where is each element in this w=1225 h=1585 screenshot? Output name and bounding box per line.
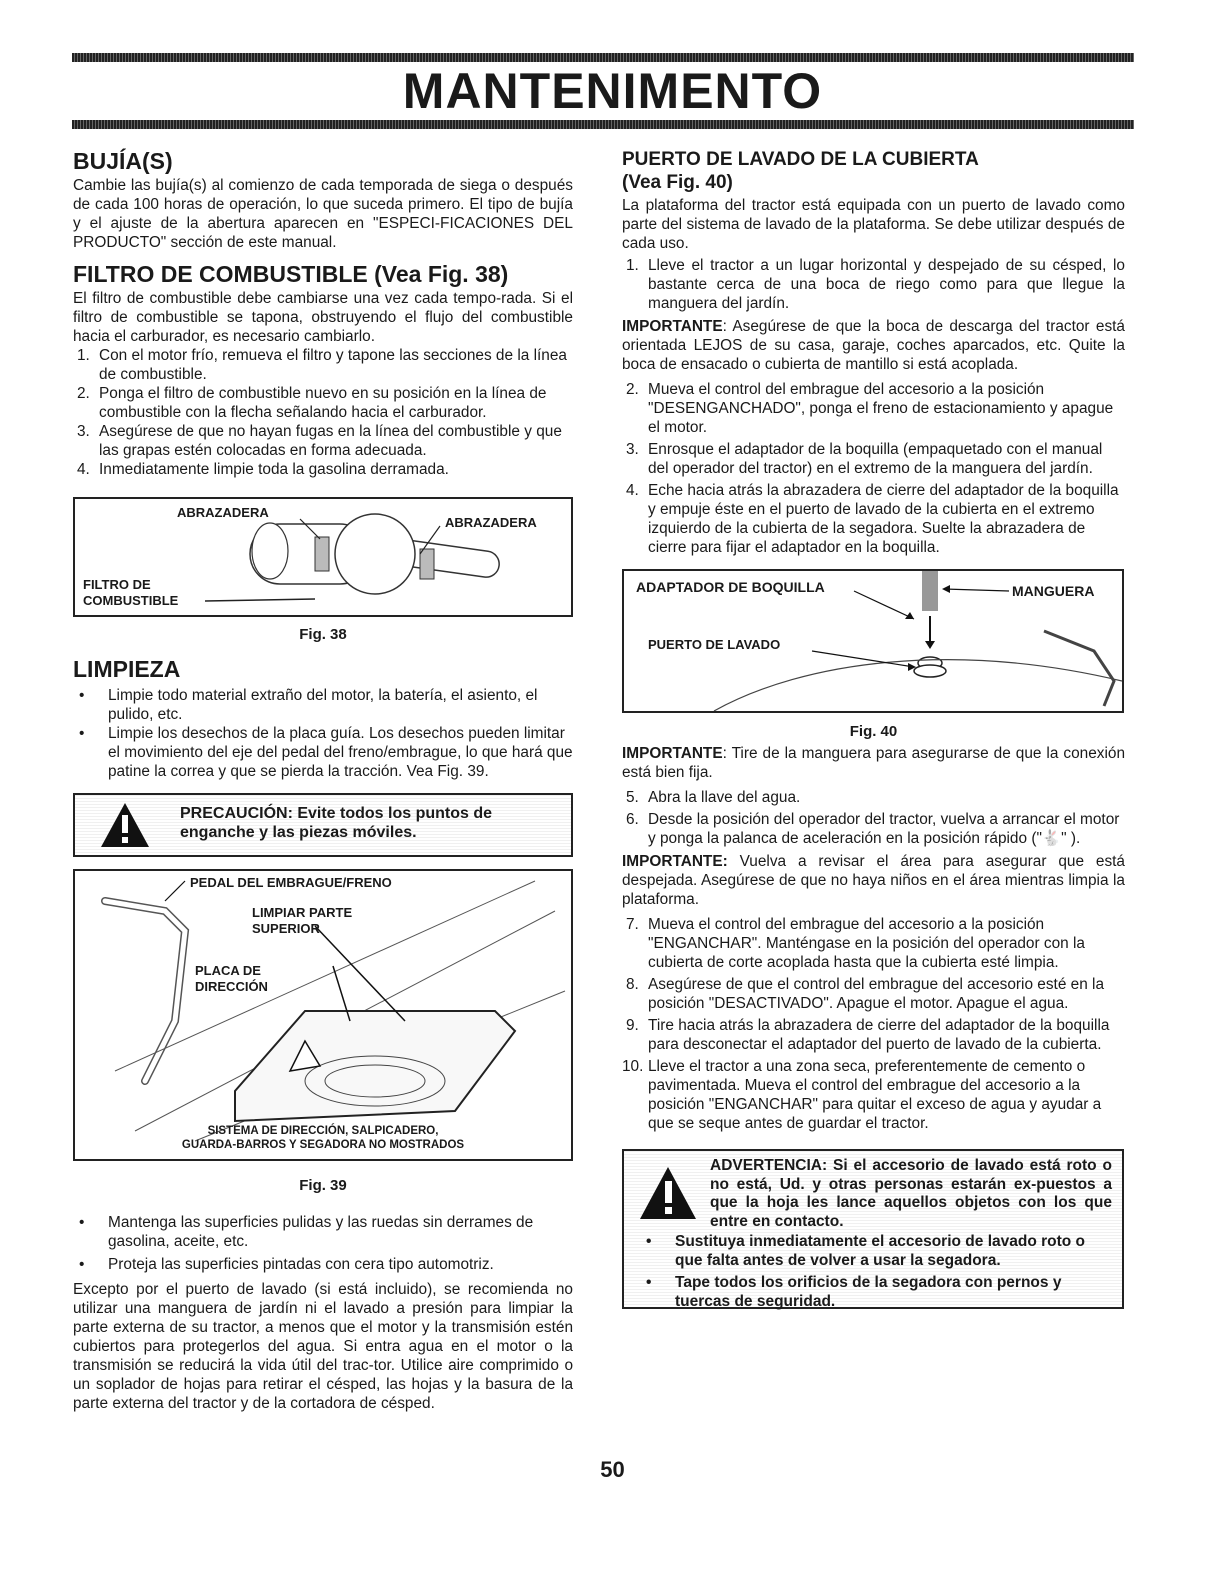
- warning-box: [622, 1149, 1124, 1309]
- fig39-label-plate-1: PLACA DE: [195, 963, 261, 978]
- fig39-label-clean-1: LIMPIAR PARTE: [252, 905, 353, 920]
- list-item: 9. Tire hacia atrás la abrazadera de cierre del adaptador de la boquilla para desconectar el adaptador del puerto de lavado de la cubierta.: [626, 1017, 1110, 1053]
- list-item: 2. Ponga el filtro de combustible nuevo en su posición en la línea de combustible con la flecha señalando hacia el carburador.: [77, 385, 547, 421]
- closing-paragraph: Excepto por el puerto de lavado (si está incluido), se recomienda no utilizar una manguera de jardín ni el lavado a presión para limpiar la parte externa de su tractor, a menos que el motor y la transmisión estén cubiertos para protegerlos del agua. Si entra agua en el motor o la transmisión se reducirá la vida útil del trac-tor. Utilice aire comprimido o un soplador de hojas para retirar el césped, las hojas y la basura de la parte externa del tractor y de la cortadora de césped.: [73, 1281, 573, 1412]
- wash-port-heading-2: (Vea Fig. 40): [622, 172, 733, 193]
- caution-line-2: enganche y las piezas móviles.: [180, 824, 417, 841]
- warning-triangle-icon: [99, 801, 151, 849]
- wash-step-1: [622, 256, 1125, 313]
- list-item: 4. Inmediatamente limpie toda la gasolina derramada.: [77, 461, 449, 478]
- list-item: 5. Abra la llave del agua.: [626, 789, 801, 806]
- list-item: 2. Mueva el control del embrague del accesorio a la posición "DESENGANCHADO", ponga el freno de estacionamiento y apague el motor.: [626, 381, 1114, 436]
- wash-steps-2-4: [622, 380, 1125, 557]
- top-rule: [72, 53, 1134, 62]
- bujias-text: Cambie las bujía(s) al comienzo de cada temporada de siega o después de cada 100 horas de operación, lo que suceda primero. El tipo de bujía y el ajuste de la abertura aparecen en "ESPECI-FICACIONES DEL PRODUCTO" sección de este manual.: [73, 177, 573, 251]
- list-item: 3. Enrosque el adaptador de la boquilla (empaquetado con el manual del operador del tractor) en el extremo de la manguera del jardín.: [626, 441, 1103, 477]
- list-item: 6. Desde la posición del operador del tractor, vuelva a arrancar el motor y ponga la palanca de aceleración en la posición rápido ("🐇" ).: [626, 811, 1120, 847]
- warning-bullets: [640, 1233, 1114, 1311]
- fig39-note-2: GUARDA-BARROS Y SEGADORA NO MOSTRADOS: [181, 1139, 465, 1151]
- filtro-text: El filtro de combustible debe cambiarse una vez cada tempo-rada. Si el filtro de combustible se tapona, obstruyendo el flujo del combustible hacia el carburador, es necesario cambiarlo.: [73, 290, 573, 345]
- list-item: • Limpie los desechos de la placa guía. Los desechos pueden limitar el movimiento del eje del pedal del freno/embrague, lo que hará que patine la correa y que se pierda la tracción. Vea Fig. 39.: [79, 725, 573, 780]
- list-item: • Sustituya inmediatamente el accesorio de lavado roto o que falta antes de volver a usar la segadora.: [646, 1233, 1086, 1269]
- important-1: IMPORTANTE: Asegúrese de que la boca de descarga del tractor está orientada LEJOS de su casa, garaje, coches aparcados, etc. Quite la boca de ensacado o cubierta de mantillo si está acoplada.: [622, 318, 1125, 373]
- fig39-label-plate-2: DIRECCIÓN: [195, 979, 268, 994]
- page-title: MANTENIMENTO: [402, 63, 823, 119]
- filtro-steps: [73, 346, 573, 479]
- title-underline-rule: [72, 120, 1134, 129]
- fig39-label-clean-2: SUPERIOR: [252, 921, 320, 936]
- wash-port-intro: La plataforma del tractor está equipada con un puerto de lavado como parte del sistema de lavado de la plataforma. Se debe utilizar después de cada uso.: [622, 197, 1125, 252]
- list-item: 7. Mueva el control del embrague del accesorio a la posición "ENGANCHAR". Manténgase en la posición del operador con la cubierta de corte acoplada hasta que la cubierta esté limpia.: [626, 916, 1085, 971]
- list-item: 1. Lleve el tractor a un lugar horizontal y despejado de su césped, lo bastante cerca de una boca de riego como para que llegue la manguera del jardín.: [626, 257, 1125, 312]
- fig39-caption: Fig. 39: [299, 1177, 347, 1194]
- fig40-label-adapter: ADAPTADOR DE BOQUILLA: [636, 579, 825, 595]
- list-item: • Mantenga las superficies pulidas y las ruedas sin derrames de gasolina, aceite, etc.: [79, 1214, 534, 1250]
- list-item: • Proteja las superficies pintadas con cera tipo automotriz.: [79, 1256, 494, 1273]
- bujias-heading: BUJÍA(S): [73, 148, 173, 174]
- fig38-caption: Fig. 38: [299, 626, 347, 643]
- limpieza-heading: LIMPIEZA: [73, 656, 181, 682]
- fig40-label-hose: MANGUERA: [1012, 583, 1095, 599]
- fig38-label-clamp-right: ABRAZADERA: [445, 515, 537, 530]
- fig40-illustration: [622, 569, 1124, 713]
- fig40-caption: Fig. 40: [849, 723, 898, 740]
- list-item: 1. Con el motor frío, remueva el filtro y tapone las secciones de la línea de combustible.: [77, 347, 567, 383]
- list-item: 3. Asegúrese de que no hayan fugas en la línea del combustible y que las grapas estén colocadas en forma adecuada.: [77, 423, 562, 459]
- wash-port-heading-1: PUERTO DE LAVADO DE LA CUBIERTA: [622, 149, 979, 170]
- list-item: 8. Asegúrese de que el control del embrague del accesorio esté en la posición "DESACTIVADO". Apague el motor. Apague el agua.: [626, 976, 1105, 1012]
- list-item: 10. Lleve el tractor a una zona seca, preferentemente de cemento o pavimentada. Mueva el control del embrague del accesorio a la posición "ENGANCHAR" para quitar el exceso de agua y ayudar a que se seque antes de guardar el tractor.: [622, 1058, 1102, 1132]
- right-column: [622, 148, 1125, 1309]
- wash-steps-7-10: [622, 915, 1125, 1133]
- warning-text: ADVERTENCIA: Si el accesorio de lavado está roto o no está, Ud. y otras personas estarán ex-puestos a que la hoja les lance aquellos objetos con los que entre en contacto.: [710, 1157, 1112, 1230]
- fig38-illustration: [73, 497, 573, 617]
- fig38-label-filter-2: COMBUSTIBLE: [83, 593, 179, 608]
- filtro-heading: FILTRO DE COMBUSTIBLE (Vea Fig. 38): [73, 261, 509, 287]
- list-item: 4. Eche hacia atrás la abrazadera de cierre del adaptador de la boquilla y empuje éste en el puerto de lavado de la cubierta en el extremo izquierdo de la cubierta de la segadora. Suelte la abrazadera de cierre para fijar el adaptador en la boquilla.: [626, 482, 1119, 556]
- care-bullets: [73, 1213, 573, 1274]
- fig40-label-port: PUERTO DE LAVADO: [648, 637, 781, 652]
- limpieza-bullets: [73, 686, 573, 781]
- fig39-note-1: SISTEMA DE DIRECCIÓN, SALPICADERO,: [207, 1125, 439, 1137]
- warning-triangle-icon: [638, 1165, 698, 1221]
- caution-line-1: PRECAUCIÓN: Evite todos los puntos de: [180, 805, 493, 822]
- wash-steps-5-6: [622, 788, 1125, 848]
- page-number: 50: [600, 1457, 625, 1482]
- caution-box: [73, 793, 573, 857]
- list-item: • Limpie todo material extraño del motor, la batería, el asiento, el pulido, etc.: [79, 687, 538, 723]
- important-3: IMPORTANTE: Vuelva a revisar el área para asegurar que está despejada. Asegúrese de que no haya niños en el área mientras limpia la plataforma.: [622, 853, 1125, 908]
- fig39-label-pedal: PEDAL DEL EMBRAGUE/FRENO: [190, 875, 392, 890]
- list-item: • Tape todos los orificios de la segadora con pernos y tuercas de seguridad.: [646, 1274, 1062, 1310]
- left-column: [73, 148, 573, 1413]
- fig38-label-clamp-left: ABRAZADERA: [177, 505, 269, 520]
- important-2: IMPORTANTE: Tire de la manguera para asegurarse de que la conexión está bien fija.: [622, 745, 1125, 781]
- fig38-label-filter-1: FILTRO DE: [83, 577, 151, 592]
- fig39-illustration: [73, 869, 573, 1161]
